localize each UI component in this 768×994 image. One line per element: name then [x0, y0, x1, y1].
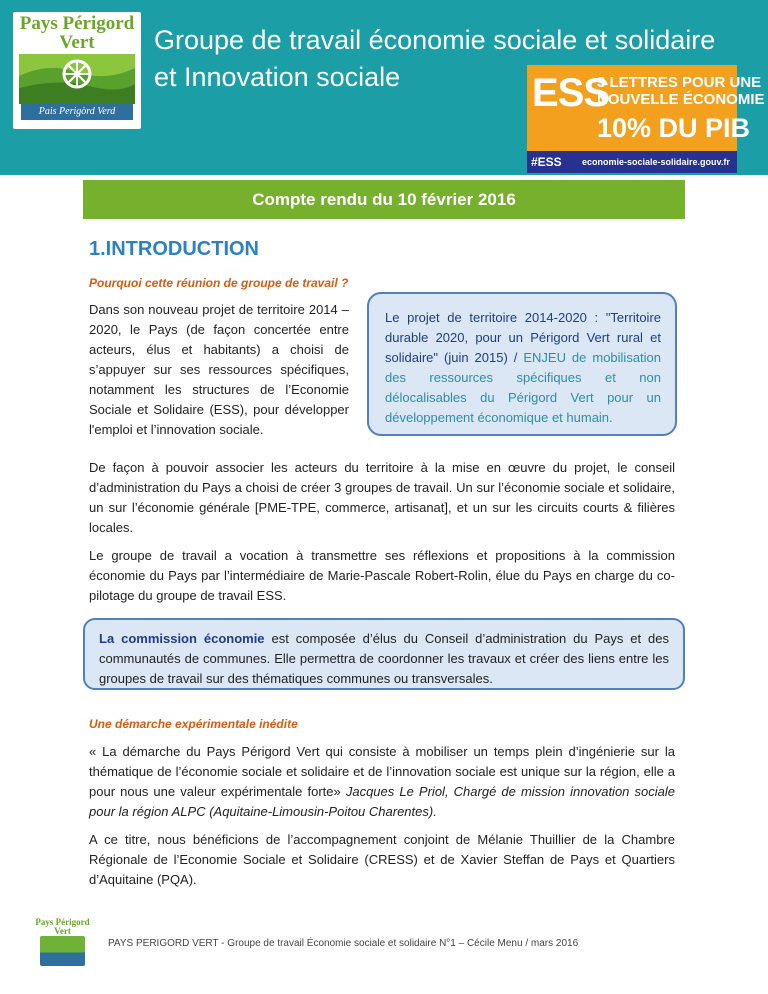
section-heading: 1.INTRODUCTION: [89, 238, 259, 260]
footer-logo: Pays Périgord Vert: [35, 918, 90, 968]
ess-hashtag: #ESS: [531, 155, 562, 169]
quote-text: « La démarche du Pays Périgord Vert qui consiste à mobiliser un temps plein d’ingénierie sur la thématique de l’économie sociale et solidaire et de l’innovation sociale est unique sur la région, elle a pour nous une valeur expérimentale forte»: [89, 744, 675, 799]
callout-project-title: Le projet de territoire 2014-2020 : "Territoire durable 2020, pour un Périgord Vert rural et solidaire" (juin 2015) /: [385, 310, 661, 365]
document-title: Groupe de travail économie sociale et solidaire et Innovation sociale: [154, 25, 716, 92]
paragraph-support: A ce titre, nous bénéficions de l’accompagnement conjoint de Mélanie Thuillier de la Chambre Régionale de l’Economie Sociale et Solidaire (CRESS) et de Xavier Steffan de Pays et Quartiers d’Aquitaine (PQA).: [89, 832, 675, 887]
pays-perigord-vert-logo: [13, 12, 141, 129]
commission-callout: [83, 618, 685, 690]
callout-text: est composée d’élus du Conseil d’administration du Pays et des communautés de communes. Elle permettra de coordonner les travaux et créer des liens entre les groupes de travail sur des thématiques communes ou transversales.: [99, 631, 669, 686]
ess-banner-pib: 10% DU PIB: [597, 113, 751, 143]
quote-author: Jacques Le Priol, Chargé de mission innovation sociale pour la région ALPC (Aquitaine-Limousin-Poitou Charentes).: [89, 784, 675, 819]
ess-banner-big: ESS: [532, 71, 610, 115]
page-footer: PAYS PERIGORD VERT - Groupe de travail Économie sociale et solidaire N°1 – Cécile Menu / mars 2016: [108, 938, 579, 949]
paragraph-commission: Le groupe de travail a vocation à transmettre ses réflexions et propositions à la commission économie du Pays par l’intermédiaire de Marie-Pascale Robert-Rolin, élue du Pays en charge du co-pilotage du groupe de travail ESS.: [89, 548, 675, 603]
callout-stake: ENJEU de mobilisation des ressources spécifiques et non délocalisables du Périgord Vert pour un développement économique et humain.: [385, 350, 662, 425]
ess-url: economie-sociale-solidaire.gouv.fr: [582, 157, 730, 167]
callout-highlight: La commission économie: [99, 631, 265, 646]
report-title: Compte rendu du 10 février 2016: [83, 180, 685, 219]
intro-paragraph: Dans son nouveau projet de territoire 2014 – 2020, le Pays (de façon concertée entre acteurs, élus et habitants) a choisi de s’appuyer sur ses ressources spécifiques, notamment les structures de l’Economie Sociale et Solidaire (ESS), pour développer l'emploi et l’innovation sociale.: [89, 302, 349, 437]
ess-banner: [527, 65, 765, 173]
landscape-illustration: [19, 54, 135, 104]
section-subheading: Pourquoi cette réunion de groupe de travail ?: [89, 276, 349, 290]
ess-banner-tagline: 3 LETTRES POUR UNE NOUVELLE ÉCONOMIE: [597, 74, 765, 108]
page-header: [0, 0, 768, 175]
logo-name: Pays Périgord Vert: [19, 13, 135, 53]
quote-paragraph: [89, 742, 675, 822]
footer-logo-image: [40, 936, 85, 966]
territory-project-callout: [367, 292, 677, 436]
section-subheading-experimental: Une démarche expérimentale inédite: [89, 717, 298, 731]
ess-banner-footer: [527, 151, 737, 173]
logo-caption: Pais Perigòrd Verd: [21, 104, 133, 120]
paragraph-working-groups: De façon à pouvoir associer les acteurs du territoire à la mise en œuvre du projet, le conseil d’administration du Pays a choisi de créer 3 groupes de travail. Un sur l’économie sociale et solidaire, un sur l’économie générale [PME-TPE, commerce, artisanat], et un sur les circuits courts & filières locales.: [89, 460, 675, 535]
